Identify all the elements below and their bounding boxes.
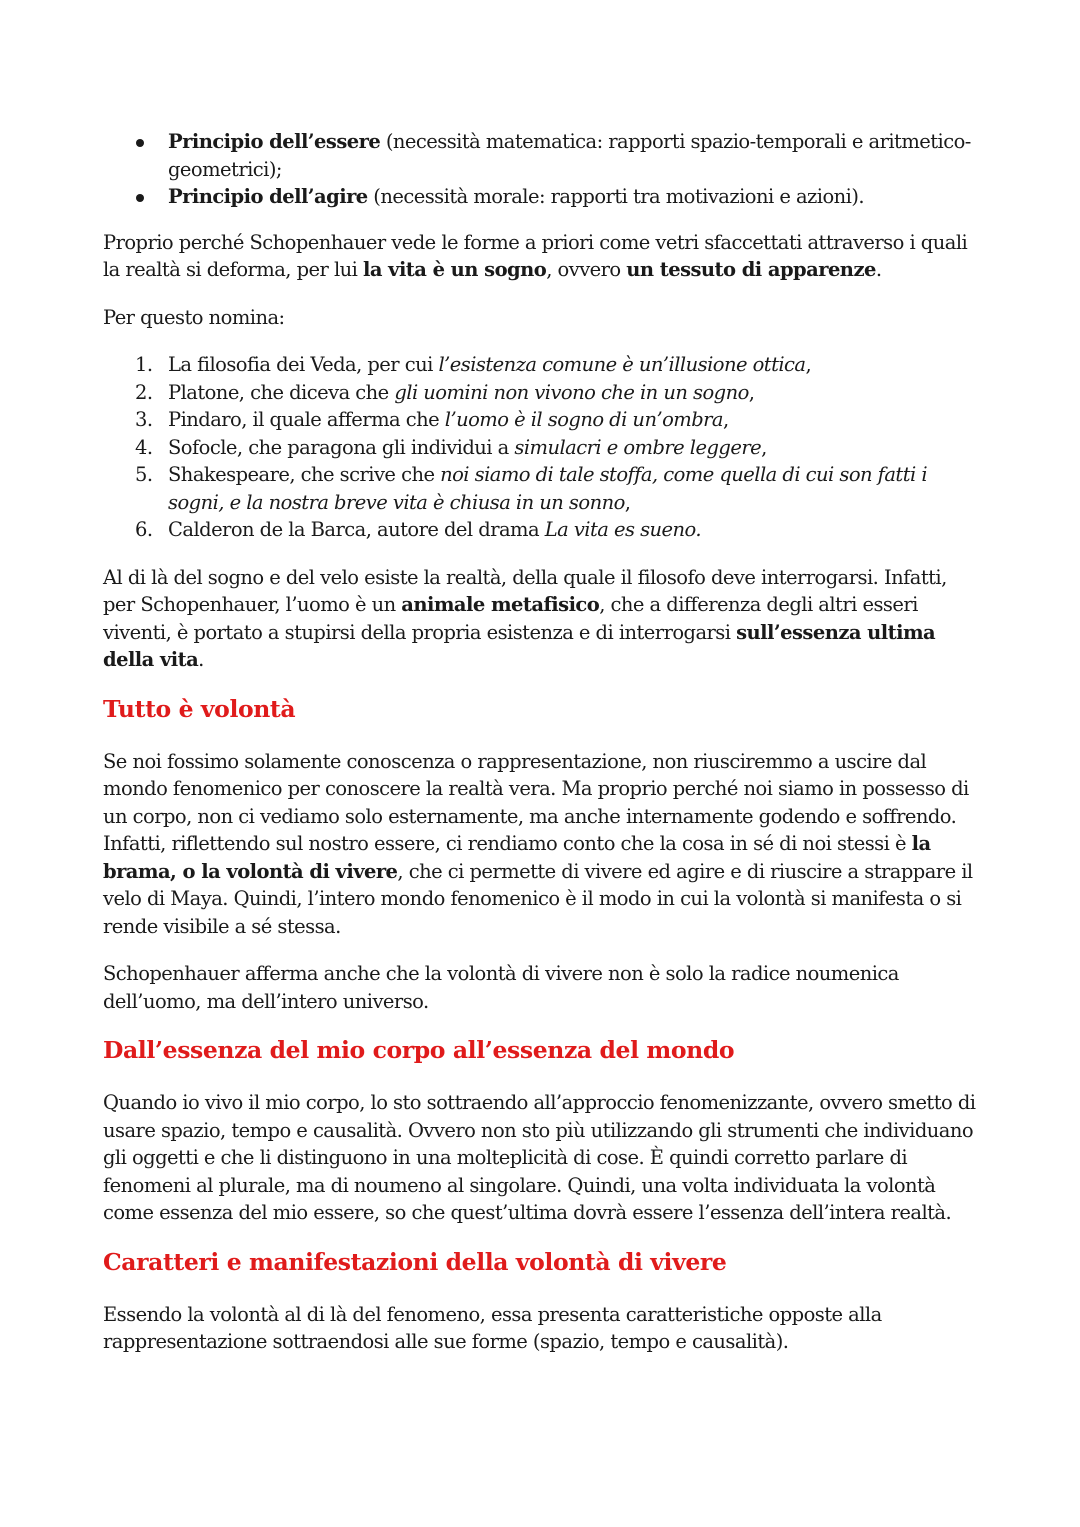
italic-run: l’esistenza comune è un’illusione ottica bbox=[438, 353, 806, 376]
list-item bbox=[103, 351, 983, 379]
bold-run: la vita è un sogno bbox=[362, 258, 547, 281]
text-run: Platone, che diceva che bbox=[168, 380, 395, 404]
italic-run: noi siamo di tale stoffa, come quella di cui son fatti i sogni, e la nostra breve vita è chiusa in un sonno bbox=[168, 463, 928, 514]
italic-run: gli uomini non vivono che in un sogno bbox=[394, 380, 749, 404]
bullet-icon bbox=[136, 194, 144, 202]
principle-description: (necessità matematica: rapporti spazio-temporali e aritmetico-geometrici); bbox=[168, 130, 971, 181]
paragraph-intro-list: Per questo nomina: bbox=[103, 305, 285, 329]
paragraph-will-characters: Essendo la volontà al di là del fenomeno, essa presenta caratteristiche opposte alla rappresentazione sottraendosi alle sue forme (spazio, tempo e causalità). bbox=[103, 1302, 882, 1353]
bold-run: animale metafisico bbox=[401, 593, 600, 616]
principle-description: (necessità morale: rapporti tra motivazioni e azioni). bbox=[367, 185, 865, 208]
bullet-icon bbox=[136, 139, 144, 147]
text-run: Se noi fossimo solamente conoscenza o rappresentazione, non riusciremmo a uscire dal mondo fenomenico per conoscere la realtà vera. Ma proprio perché noi siamo in possesso di un corpo, non ci vediamo solo esternamente, ma anche internamente godendo e soffrendo. Infatti, riflettendo sul nostro essere, ci rendiamo conto che la cosa in sé di noi stessi è bbox=[103, 749, 969, 855]
bold-run: sull’essenza ultima della vita bbox=[103, 620, 936, 671]
text-run: La filosofia dei Veda, per cui bbox=[168, 353, 439, 376]
authors-list bbox=[103, 351, 983, 544]
paragraph-noumenal-root: Schopenhauer afferma anche che la volontà di vivere non è solo la radice noumenica dell’uomo, ma dell’intero universo. bbox=[103, 962, 899, 1013]
section-heading: Tutto è volontà bbox=[103, 694, 296, 723]
italic-run: l’uomo è il sogno di un’ombra bbox=[444, 408, 724, 431]
list-number: 4. bbox=[135, 435, 153, 459]
text-run: , bbox=[723, 408, 729, 431]
text-run: Pindaro, il quale afferma che bbox=[168, 408, 445, 431]
paragraph-will-to-live bbox=[103, 748, 983, 941]
list-item bbox=[103, 379, 983, 407]
text-run: . bbox=[875, 258, 882, 281]
text-run: , bbox=[748, 380, 755, 404]
paragraph-life-dream bbox=[103, 229, 983, 284]
paragraph-body-essence: Quando io vivo il mio corpo, lo sto sottraendo all’approccio fenomenizzante, ovvero smetto di usare spazio, tempo e causalità. Ovvero non sto più utilizzando gli strumenti che individuano gli oggetti e che li distinguono in una molteplicità di cose. È quindi corretto parlare di fenomeni al plurale, ma di noumeno al singolare. Quindi, una volta individuata la volontà come essenza del mio essere, so che quest’ultima dovrà essere l’essenza dell’intera realtà. bbox=[103, 1091, 976, 1224]
text-run: Al di là del sogno e del velo esiste la realtà, della quale il filosofo deve interrogarsi. Infatti, per Schopenhauer, l’uomo è un bbox=[103, 565, 947, 616]
principle-title: Principio dell’agire bbox=[168, 185, 368, 208]
italic-run: La vita es sueno. bbox=[544, 518, 702, 541]
list-item bbox=[103, 128, 983, 183]
list-number: 1. bbox=[135, 353, 153, 376]
principle-title: Principio dell’essere bbox=[168, 130, 381, 153]
list-item bbox=[103, 461, 983, 516]
list-item bbox=[103, 183, 983, 211]
list-item bbox=[103, 434, 983, 462]
paragraph-metaphysical-animal bbox=[103, 564, 983, 674]
list-number: 3. bbox=[135, 408, 153, 431]
text-run: Sofocle, che paragona gli individui a bbox=[168, 435, 515, 459]
text-run: , bbox=[761, 435, 767, 459]
text-run: , ovvero bbox=[546, 258, 627, 281]
text-run: . bbox=[198, 648, 204, 671]
document-page bbox=[103, 128, 983, 1376]
list-number: 5. bbox=[135, 463, 153, 486]
list-number: 2. bbox=[135, 380, 153, 404]
list-item bbox=[103, 406, 983, 434]
text-run: , che a differenza degli altri esseri viventi, è portato a stupirsi della propria esistenza e di interrogarsi bbox=[103, 593, 918, 644]
text-run: Calderon de la Barca, autore del drama bbox=[168, 518, 545, 541]
bold-run: un tessuto di apparenze bbox=[626, 258, 876, 281]
text-run: , bbox=[624, 490, 631, 514]
text-run: Proprio perché Schopenhauer vede le forme a priori come vetri sfaccettati attraverso i quali la realtà si deforma, per lui bbox=[103, 230, 968, 281]
text-run: Shakespeare, che scrive che bbox=[168, 463, 441, 486]
text-run: , che ci permette di vivere ed agire e di riuscire a strappare il velo di Maya. Quindi, l’intero mondo fenomenico è il modo in cui la volontà si manifesta o si rende visibile a sé stessa. bbox=[103, 859, 973, 938]
list-number: 6. bbox=[135, 518, 153, 541]
text-run: , bbox=[805, 353, 812, 376]
section-heading: Dall’essenza del mio corpo all’essenza del mondo bbox=[103, 1036, 735, 1064]
italic-run: simulacri e ombre leggere bbox=[514, 435, 762, 459]
section-heading: Caratteri e manifestazioni della volontà di vivere bbox=[103, 1247, 727, 1276]
bold-run: la brama, o la volontà di vivere bbox=[103, 832, 931, 883]
list-item bbox=[103, 516, 983, 544]
principles-list bbox=[103, 128, 983, 211]
